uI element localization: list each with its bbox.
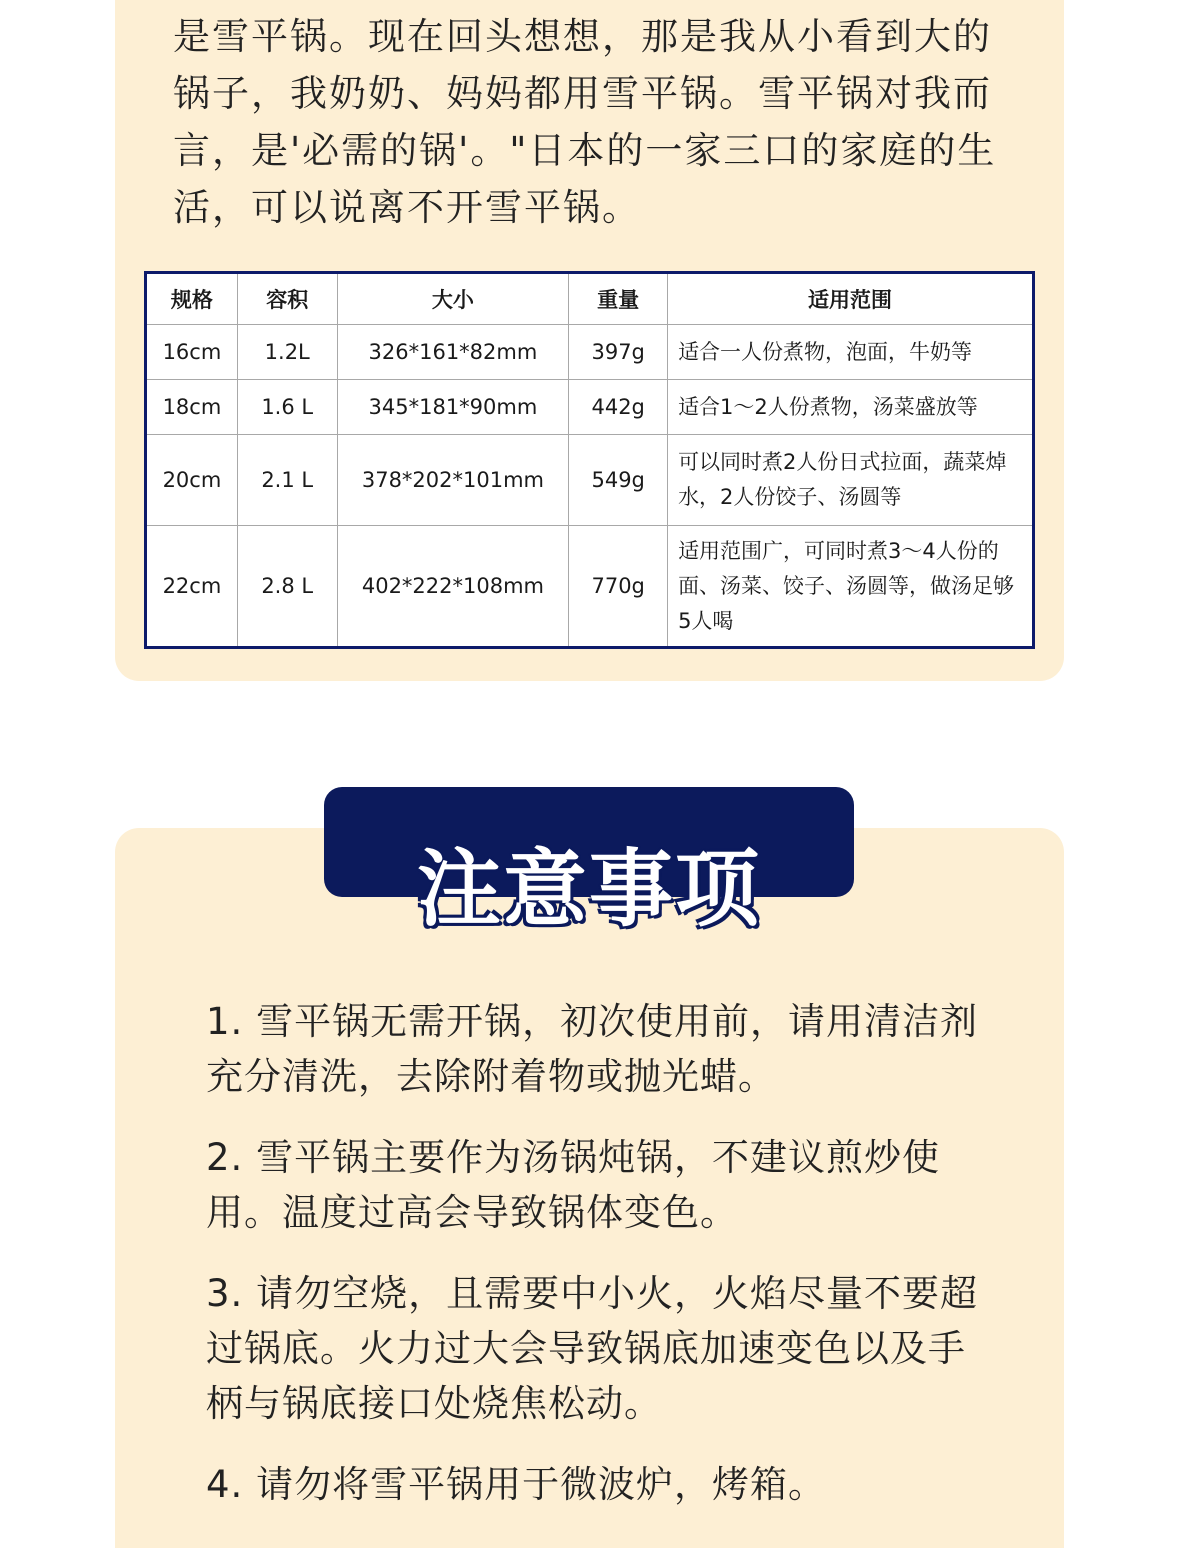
- cell-usage: 可以同时煮2人份日式拉面，蔬菜焯水，2人份饺子、汤圆等: [668, 435, 1034, 526]
- cell-weight: 549g: [569, 435, 668, 526]
- cell-capacity: 1.6 L: [237, 380, 337, 435]
- header-size: 规格: [146, 273, 238, 325]
- cell-size: 22cm: [146, 526, 238, 648]
- table-row: [146, 380, 1034, 435]
- table-row: [146, 435, 1034, 526]
- notice-item: 1. 雪平锅无需开锅，初次使用前，请用清洁剂充分清洗，去除附着物或抛光蜡。: [206, 1000, 979, 1098]
- cell-dimensions: 378*202*101mm: [337, 435, 569, 526]
- header-usage: 适用范围: [668, 273, 1034, 325]
- cell-usage: 适用范围广，可同时煮3～4人份的面、汤菜、饺子、汤圆等，做汤足够5人喝: [668, 526, 1034, 648]
- cell-capacity: 1.2L: [237, 325, 337, 380]
- cell-weight: 397g: [569, 325, 668, 380]
- cell-usage: 适合一人份煮物，泡面，牛奶等: [668, 325, 1034, 380]
- cell-size: 18cm: [146, 380, 238, 435]
- spec-table-header-row: [146, 273, 1034, 325]
- cell-dimensions: 345*181*90mm: [337, 380, 569, 435]
- notice-item: 3. 请勿空烧，且需要中小火，火焰尽量不要超过锅底。火力过大会导致锅底加速变色以及手柄与锅底接口处烧焦松动。: [206, 1272, 979, 1425]
- notice-item: 2. 雪平锅主要作为汤锅炖锅，不建议煎炒使用。温度过高会导致锅体变色。: [206, 1136, 941, 1234]
- table-row: [146, 325, 1034, 380]
- notice-list: [206, 994, 996, 1538]
- cell-capacity: 2.1 L: [237, 435, 337, 526]
- header-capacity: 容积: [237, 273, 337, 325]
- header-weight: 重量: [569, 273, 668, 325]
- cell-weight: 442g: [569, 380, 668, 435]
- table-row: [146, 526, 1034, 648]
- cell-size: 20cm: [146, 435, 238, 526]
- cell-dimensions: 402*222*108mm: [337, 526, 569, 648]
- notice-title: 注意事项: [416, 840, 761, 938]
- cell-size: 16cm: [146, 325, 238, 380]
- cell-capacity: 2.8 L: [237, 526, 337, 648]
- header-dimensions: 大小: [337, 273, 569, 325]
- notice-item: 4. 请勿将雪平锅用于微波炉，烤箱。: [206, 1463, 827, 1506]
- intro-card: [115, 0, 1064, 681]
- spec-table: [144, 271, 1035, 649]
- cell-usage: 适合1～2人份煮物，汤菜盛放等: [668, 380, 1034, 435]
- cell-weight: 770g: [569, 526, 668, 648]
- intro-text-block: [173, 8, 1023, 236]
- intro-paragraph: 是雪平锅。现在回头想想，那是我从小看到大的锅子，我奶奶、妈妈都用雪平锅。雪平锅对我而言，是'必需的锅'。"日本的一家三口的家庭的生活，可以说离不开雪平锅。: [173, 15, 997, 229]
- cell-dimensions: 326*161*82mm: [337, 325, 569, 380]
